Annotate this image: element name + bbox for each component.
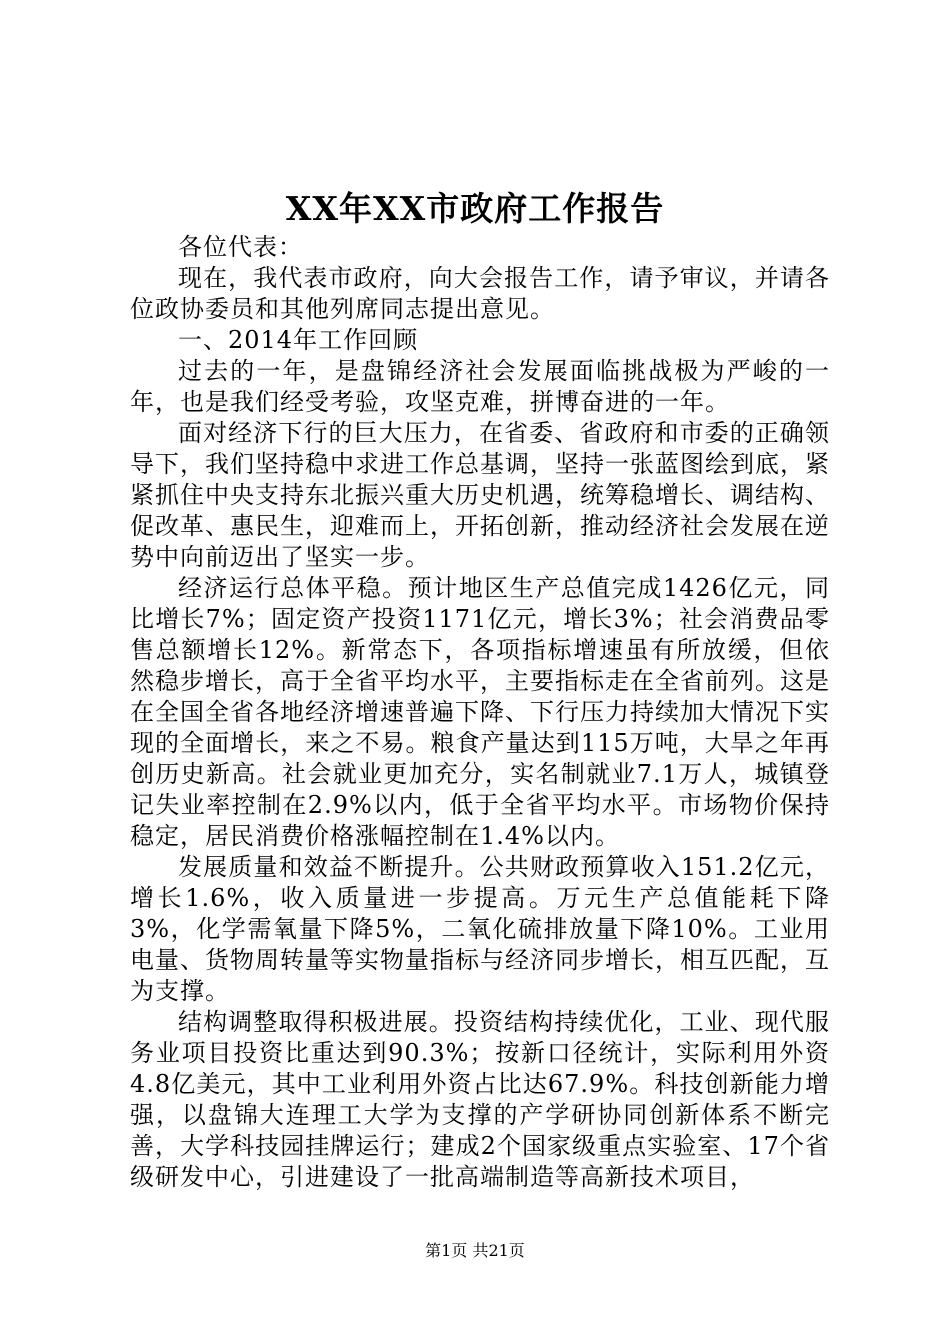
document-body	[130, 232, 830, 1193]
paragraph: 现在，我代表市政府，向大会报告工作，请予审议，并请各位政协委员和其他列席同志提出意见。	[130, 264, 830, 323]
paragraph: 经济运行总体平稳。预计地区生产总值完成1426亿元，同比增长7%；固定资产投资1171亿元，增长3%；社会消费品零售总额增长12%。新常态下，各项指标增速虽有所放缓，但依然稳步增长，高于全省平均水平，主要指标走在全省前列。这是在全国全省各地经济增速普遍下降、下行压力持续加大情况下实现的全面增长，来之不易。粮食产量达到115万吨，大旱之年再创历史新高。社会就业更加充分，实名制就业7.1万人，城镇登记失业率控制在2.9%以内，低于全省平均水平。市场物价保持稳定，居民消费价格涨幅控制在1.4%以内。	[130, 574, 830, 850]
page-footer: 第1页 共21页	[425, 1241, 525, 1260]
section-heading: 一、2014年工作回顾	[178, 326, 419, 354]
paragraph: 面对经济下行的巨大压力，在省委、省政府和市委的正确领导下，我们坚持稳中求进工作总基调，坚持一张蓝图绘到底，紧紧抓住中央支持东北振兴重大历史机遇，统筹稳增长、调结构、促改革、惠民生，迎难而上，开拓创新，推动经济社会发展在逆势中向前迈出了坚实一步。	[130, 419, 830, 571]
document-title: XX年XX市政府工作报告	[285, 189, 665, 228]
paragraph-salutation: 各位代表：	[178, 233, 303, 261]
paragraph: 结构调整取得积极进展。投资结构持续优化，工业、现代服务业项目投资比重达到90.3%；按新口径统计，实际利用外资4.8亿美元，其中工业利用外资占比达67.9%。科技创新能力增强，以盘锦大连理工大学为支撑的产学研协同创新体系不断完善，大学科技园挂牌运行；建成2个国家级重点实验室、17个省级研发中心，引进建设了一批高端制造等高新技术项目，	[130, 1008, 830, 1191]
paragraph: 过去的一年，是盘锦经济社会发展面临挑战极为严峻的一年，也是我们经受考验，攻坚克难，拼博奋进的一年。	[130, 357, 830, 416]
paragraph: 发展质量和效益不断提升。公共财政预算收入151.2亿元，增长1.6%，收入质量进一步提高。万元生产总值能耗下降3%，化学需氧量下降5%，二氧化硫排放量下降10%。工业用电量、货物周转量等实物量指标与经济同步增长，相互匹配，互为支撑。	[130, 853, 830, 1005]
